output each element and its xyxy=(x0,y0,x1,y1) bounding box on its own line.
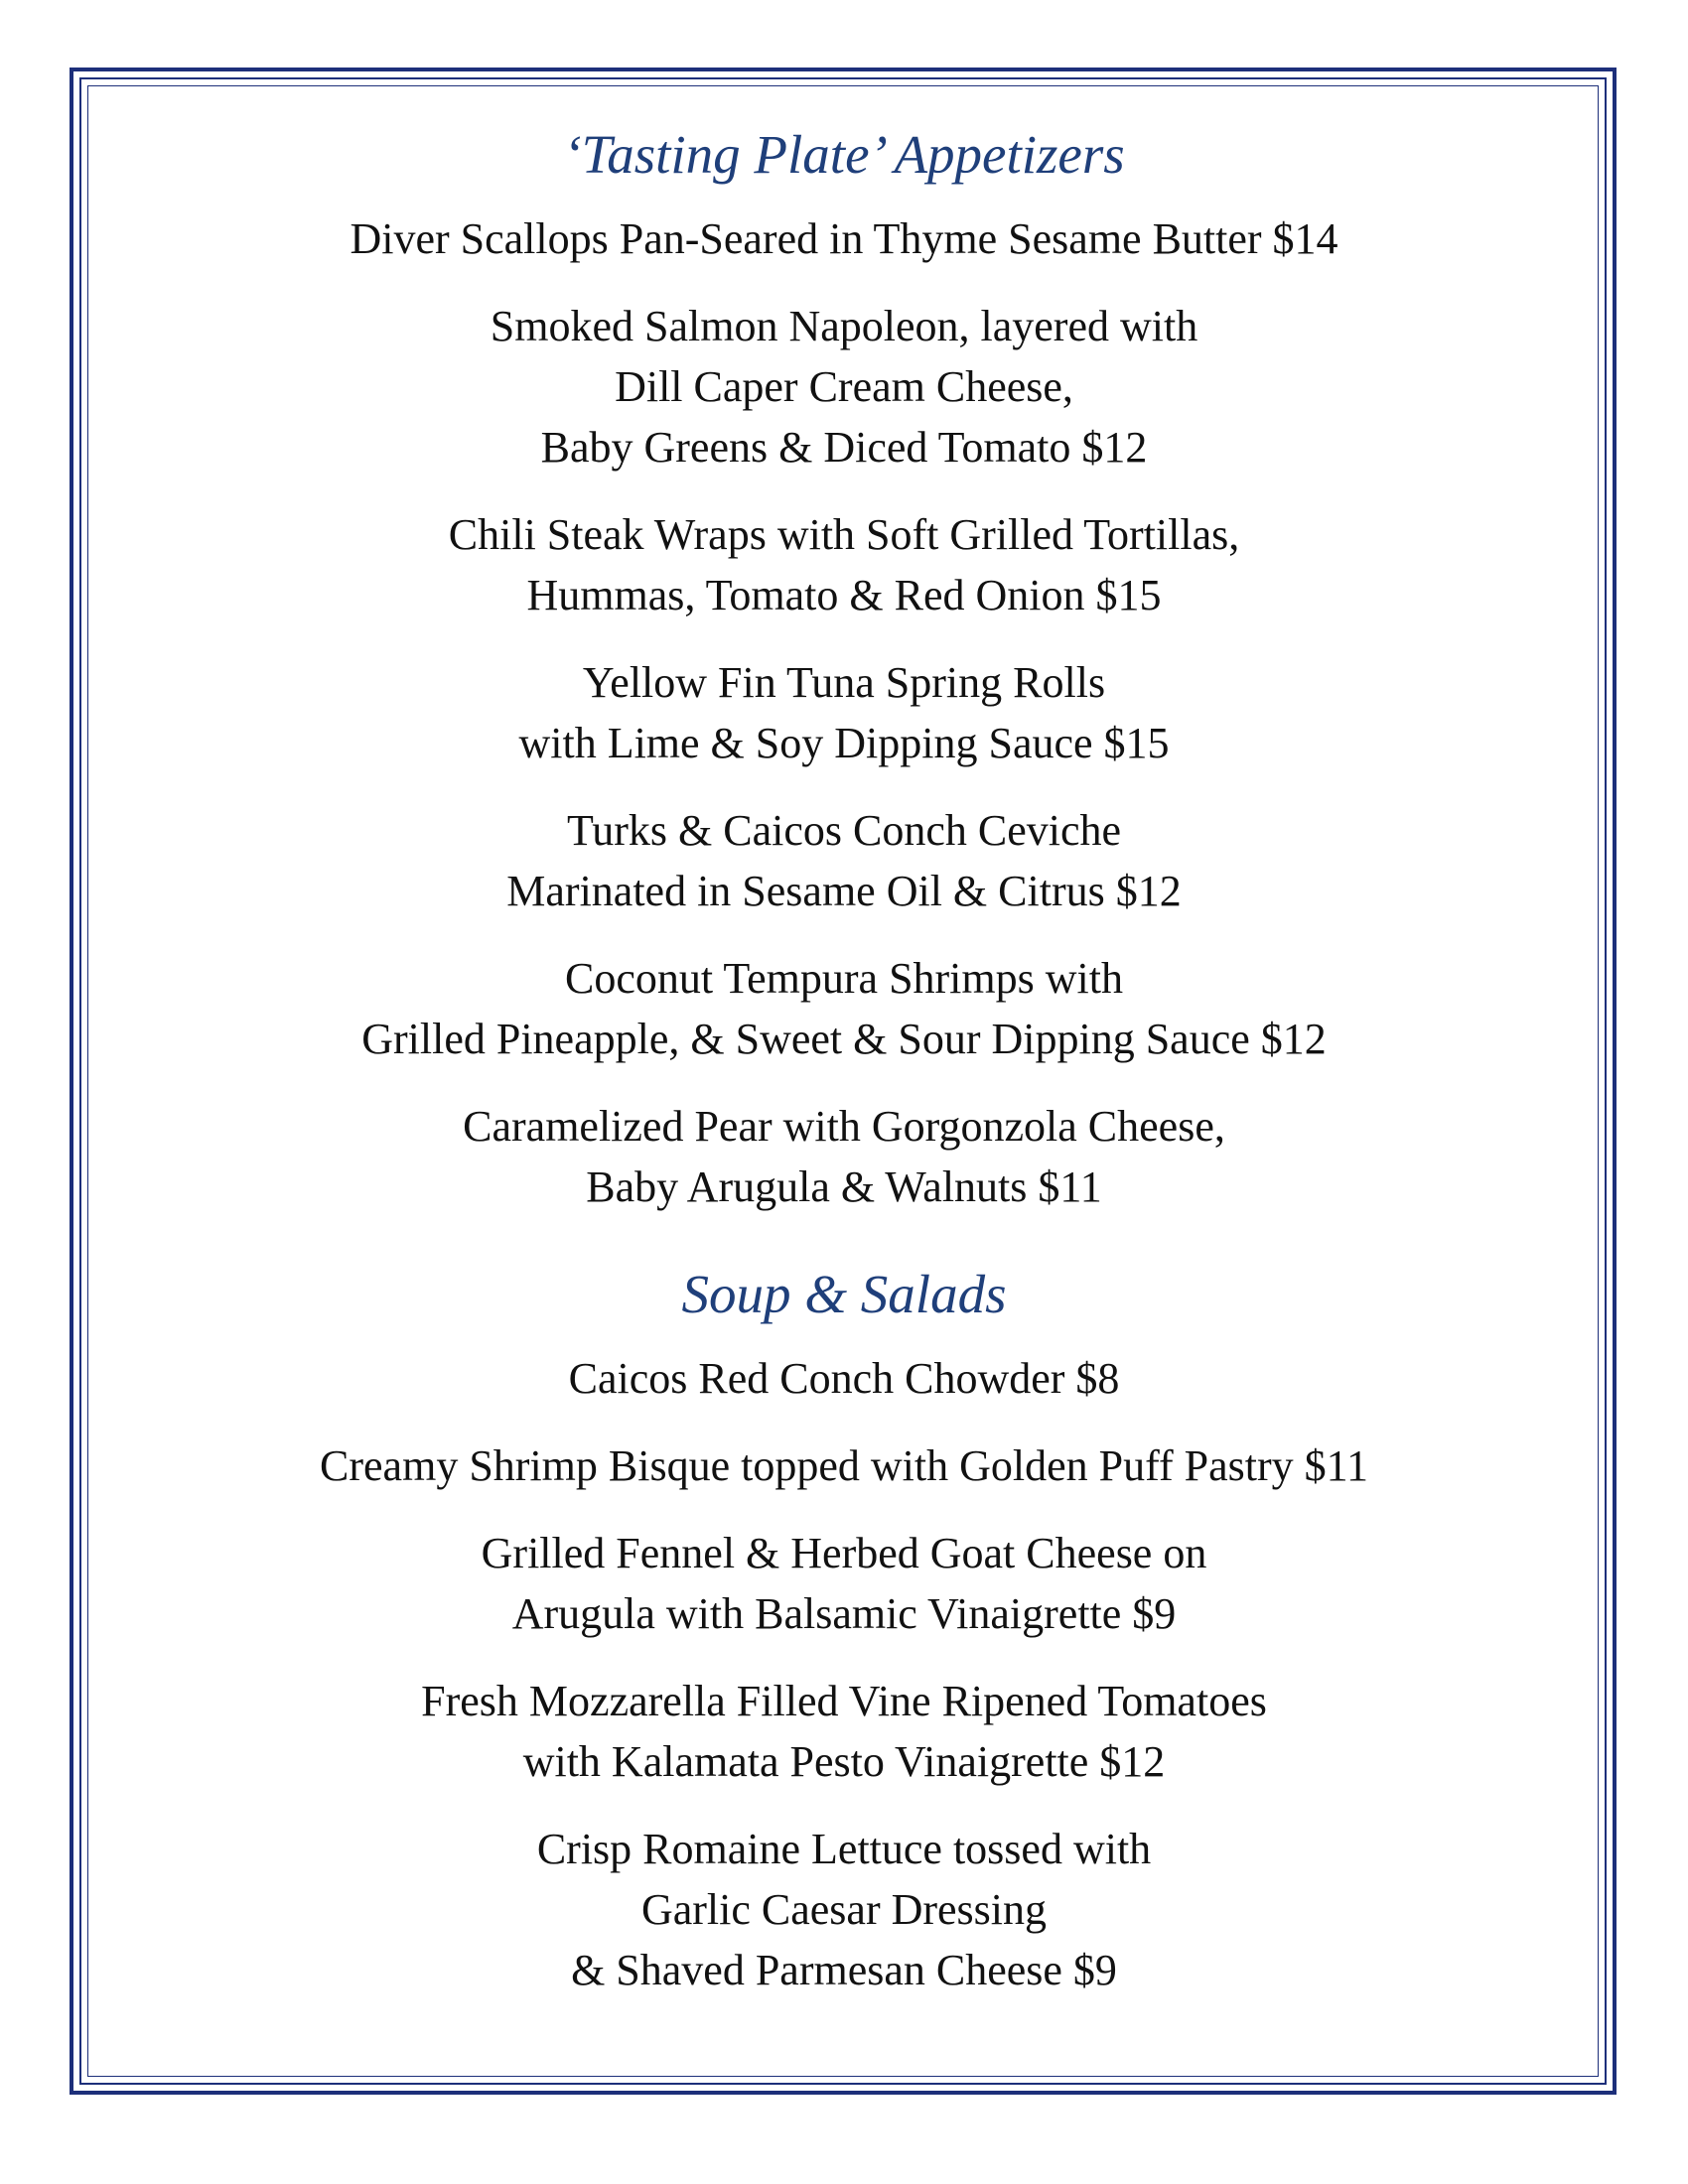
menu-item-line: Grilled Fennel & Herbed Goat Cheese on xyxy=(481,1529,1207,1577)
menu-content xyxy=(149,117,1539,2027)
menu-item-line: Crisp Romaine Lettuce tossed with xyxy=(536,1825,1152,1873)
menu-item-line: Fresh Mozzarella Filled Vine Ripened Tomatoes xyxy=(421,1677,1267,1725)
menu-item-line: Marinated in Sesame Oil & Citrus $12 xyxy=(506,867,1182,915)
menu-item-line: Caramelized Pear with Gorgonzola Cheese, xyxy=(463,1102,1225,1151)
menu-item-line: Garlic Caesar Dressing xyxy=(640,1885,1048,1934)
menu-item-line: Hummas, Tomato & Red Onion $15 xyxy=(526,571,1162,619)
menu-item-fennel-goat-cheese xyxy=(149,1523,1539,1644)
menu-item-shrimp-bisque xyxy=(149,1435,1539,1496)
menu-item-conch-ceviche xyxy=(149,800,1539,921)
menu-item-line: Diver Scallops Pan-Seared in Thyme Sesame Butter $14 xyxy=(350,214,1338,263)
menu-item-coconut-shrimps xyxy=(149,948,1539,1069)
menu-item-tuna-spring-rolls xyxy=(149,652,1539,773)
menu-item-line: Smoked Salmon Napoleon, layered with xyxy=(490,302,1198,350)
menu-item-line: Arugula with Balsamic Vinaigrette $9 xyxy=(511,1589,1177,1638)
menu-item-line: & Shaved Parmesan Cheese $9 xyxy=(571,1946,1117,1994)
menu-item-line: Yellow Fin Tuna Spring Rolls xyxy=(582,658,1106,707)
menu-item-caramelized-pear xyxy=(149,1096,1539,1217)
menu-item-conch-chowder xyxy=(149,1348,1539,1409)
menu-item-line: Grilled Pineapple, & Sweet & Sour Dipping Sauce $12 xyxy=(361,1015,1327,1063)
menu-item-romaine-caesar xyxy=(149,1819,1539,2000)
menu-item-line: with Kalamata Pesto Vinaigrette $12 xyxy=(522,1737,1166,1786)
menu-item-mozzarella-tomatoes xyxy=(149,1671,1539,1792)
menu-item-line: Coconut Tempura Shrimps with xyxy=(565,954,1123,1003)
section-title-appetizers: ‘Tasting Plate’ Appetizers xyxy=(563,124,1125,185)
menu-item-diver-scallops xyxy=(149,208,1539,269)
menu-item-line: Creamy Shrimp Bisque topped with Golden Puff Pastry $11 xyxy=(320,1441,1368,1490)
menu-item-smoked-salmon xyxy=(149,296,1539,478)
menu-item-line: Baby Arugula & Walnuts $11 xyxy=(586,1162,1102,1211)
menu-item-line: Caicos Red Conch Chowder $8 xyxy=(568,1354,1120,1403)
menu-item-line: Baby Greens & Diced Tomato $12 xyxy=(540,423,1148,472)
menu-item-line: with Lime & Soy Dipping Sauce $15 xyxy=(518,719,1170,767)
menu-item-line: Chili Steak Wraps with Soft Grilled Tortillas, xyxy=(448,510,1240,559)
menu-item-line: Turks & Caicos Conch Ceviche xyxy=(566,806,1122,855)
section-title-soup-salads: Soup & Salads xyxy=(681,1264,1007,1324)
menu-item-chili-steak-wraps xyxy=(149,504,1539,625)
menu-item-line: Dill Caper Cream Cheese, xyxy=(615,362,1073,411)
